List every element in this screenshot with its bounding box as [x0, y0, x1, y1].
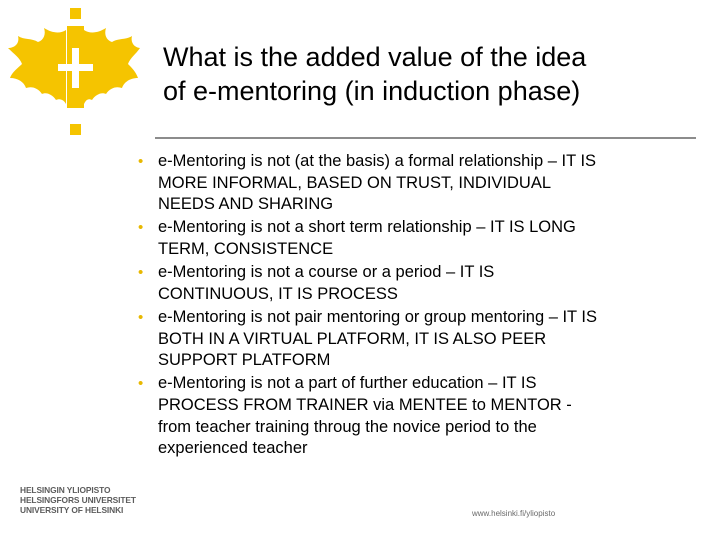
university-flame-logo-icon [0, 0, 140, 150]
bullet-dot-icon: • [138, 375, 144, 393]
bullet-dot-icon: • [138, 153, 144, 170]
list-item [138, 151, 698, 216]
bullet-dot-icon: • [138, 308, 144, 326]
bullet-text: BOTH IN A VIRTUAL PLATFORM, IT IS ALSO PEER [158, 329, 547, 348]
bullet-text: e-Mentoring is not a short term relationship – IT IS LONG [158, 218, 576, 237]
bullet-text: e-Mentoring is not a course or a period – IT IS [158, 263, 495, 282]
bullet-text: TERM, CONSISTENCE [158, 239, 334, 258]
bullet-dot-icon: • [138, 219, 144, 237]
bullet-text: experienced teacher [158, 439, 308, 458]
bullet-text: e-Mentoring is not (at the basis) a formal relationship – IT IS [158, 152, 597, 170]
list-item [138, 307, 698, 372]
list-item [138, 217, 698, 260]
bullet-dot-icon: • [138, 264, 144, 282]
bullet-text: NEEDS AND SHARING [158, 195, 334, 214]
bullet-text: e-Mentoring is not a part of further education – IT IS [158, 374, 537, 393]
bullet-text: PROCESS FROM TRAINER via MENTEE to MENTOR - [158, 395, 572, 414]
university-name-sv: HELSINGFORS UNIVERSITET [20, 495, 136, 505]
university-name-fi: HELSINGIN YLIOPISTO [20, 485, 111, 495]
title-line-1: What is the added value of the idea [163, 42, 587, 72]
list-item [138, 262, 698, 305]
university-name-block [20, 485, 136, 515]
slide-title [163, 40, 703, 108]
bullet-text: from teacher training throug the novice period to the [158, 417, 537, 436]
bullet-text: SUPPORT PLATFORM [158, 351, 331, 370]
university-name-en: UNIVERSITY OF HELSINKI [20, 505, 124, 515]
title-line-2: of e-mentoring (in induction phase) [163, 76, 581, 106]
footer-url: www.helsinki.fi/yliopisto [472, 509, 556, 518]
list-item [138, 373, 698, 459]
bullet-text: MORE INFORMAL, BASED ON TRUST, INDIVIDUAL [158, 173, 552, 192]
bullet-list [138, 151, 698, 461]
title-divider [155, 137, 696, 139]
bullet-text: e-Mentoring is not pair mentoring or group mentoring – IT IS [158, 307, 597, 326]
bullet-text: CONTINUOUS, IT IS PROCESS [158, 284, 398, 303]
